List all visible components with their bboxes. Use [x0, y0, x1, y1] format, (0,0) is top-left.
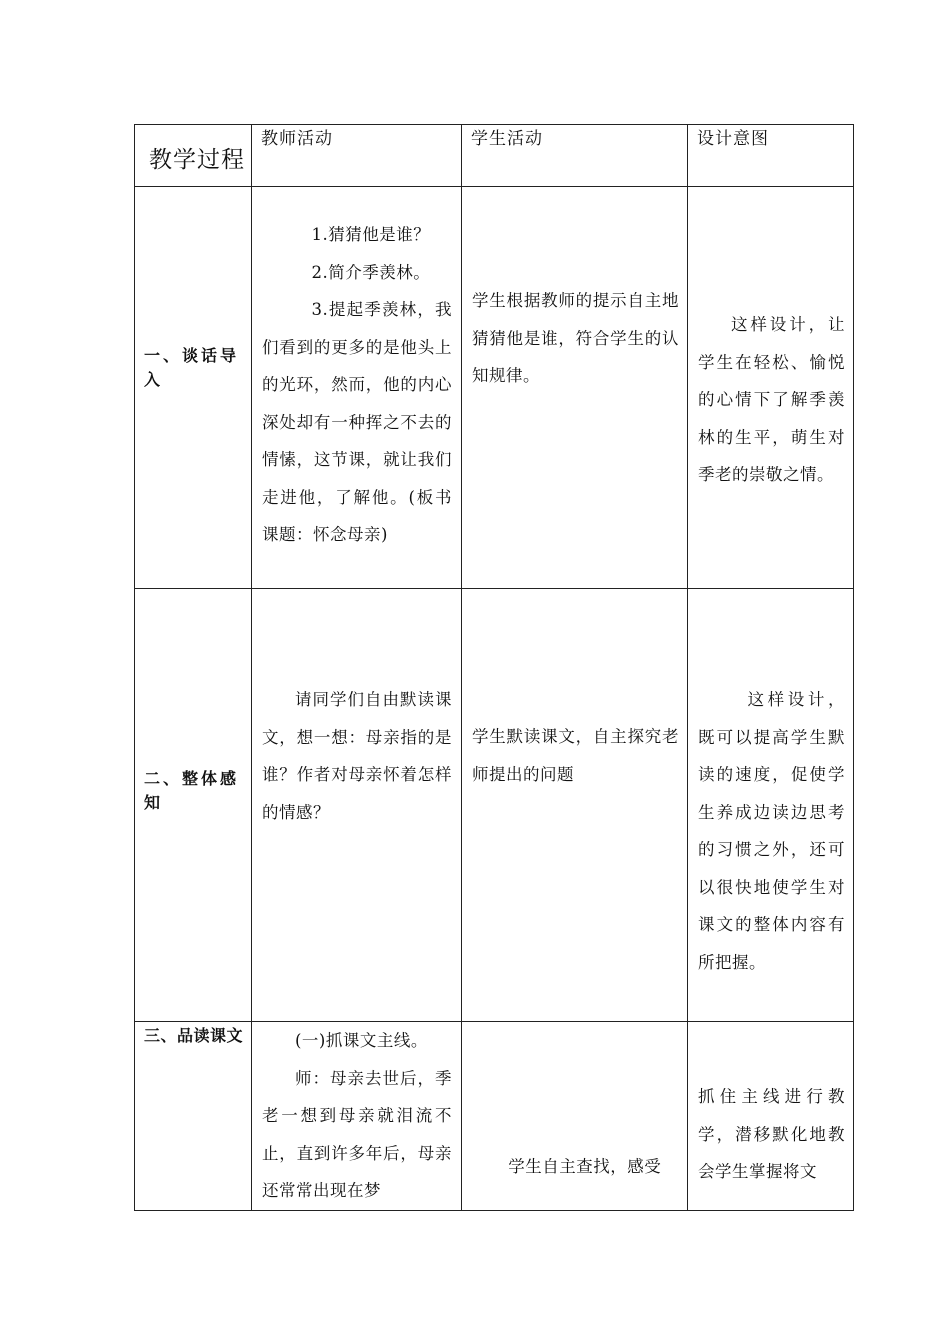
teacher-activity-cell	[252, 589, 462, 1022]
design-text: 这样设计，让学生在轻松、愉悦的心情下了解季羡林的生平，萌生对季老的崇敬之情。	[698, 315, 845, 484]
design-text: 这样设计，既可以提高学生默读的速度，促使学生养成边读边思考的习惯之外，还可以很快地使学生对课文的整体内容有所把握。	[698, 690, 845, 972]
teacher-text-paragraph: 师：母亲去世后，季老一想到母亲就泪流不止，直到许多年后，母亲还常常出现在梦	[262, 1068, 452, 1200]
lesson-plan-table	[134, 124, 854, 1211]
student-activity-cell	[462, 187, 688, 589]
student-text: 学生根据教师的提示自主地猜猜他是谁，符合学生的认知规律。	[472, 291, 679, 385]
design-intent-cell	[688, 187, 854, 589]
stage-label: 二、整体感知	[144, 769, 240, 812]
teacher-text-line: 1.猜猜他是谁？	[311, 225, 431, 244]
stage-cell	[135, 589, 252, 1022]
teacher-text-line: (一)抓课文主线。	[295, 1031, 428, 1050]
stage-cell	[135, 1022, 252, 1211]
header-process-label: 教学过程	[149, 147, 245, 173]
header-teacher-label: 教师活动	[261, 129, 333, 149]
header-student-label: 学生活动	[471, 129, 543, 149]
header-design-label: 设计意图	[697, 129, 769, 149]
design-intent-cell	[688, 1022, 854, 1211]
teacher-activity-cell	[252, 1022, 462, 1211]
student-activity-cell	[462, 1022, 688, 1211]
table-row	[135, 589, 854, 1022]
table-row	[135, 187, 854, 589]
header-cell-student	[462, 125, 688, 187]
teacher-activity-cell	[252, 187, 462, 589]
teacher-text-paragraph: 3.提起季羡林，我们看到的更多的是他头上的光环，然而，他的内心深处却有一种挥之不去的情愫，这节课，就让我们走进他，了解他。(板书课题：怀念母亲)	[262, 300, 452, 544]
table-row	[135, 1022, 854, 1211]
teacher-text-paragraph: 请同学们自由默读课文，想一想：母亲指的是谁？作者对母亲怀着怎样的情感？	[262, 690, 452, 822]
stage-label: 一、谈话导入	[144, 346, 240, 389]
design-intent-cell	[688, 589, 854, 1022]
stage-cell	[135, 187, 252, 589]
student-activity-cell	[462, 589, 688, 1022]
header-cell-design	[688, 125, 854, 187]
student-text: 学生自主查找，感受	[508, 1157, 662, 1176]
header-cell-process	[135, 125, 252, 187]
student-text: 学生默读课文，自主探究老师提出的问题	[472, 727, 679, 784]
header-cell-teacher	[252, 125, 462, 187]
teacher-text-line: 2.简介季羡林。	[311, 262, 431, 282]
table-header-row	[135, 125, 854, 187]
design-text: 抓住主线进行教学，潜移默化地教会学生掌握将文	[698, 1087, 845, 1181]
stage-label: 三、品读课文	[144, 1026, 244, 1045]
